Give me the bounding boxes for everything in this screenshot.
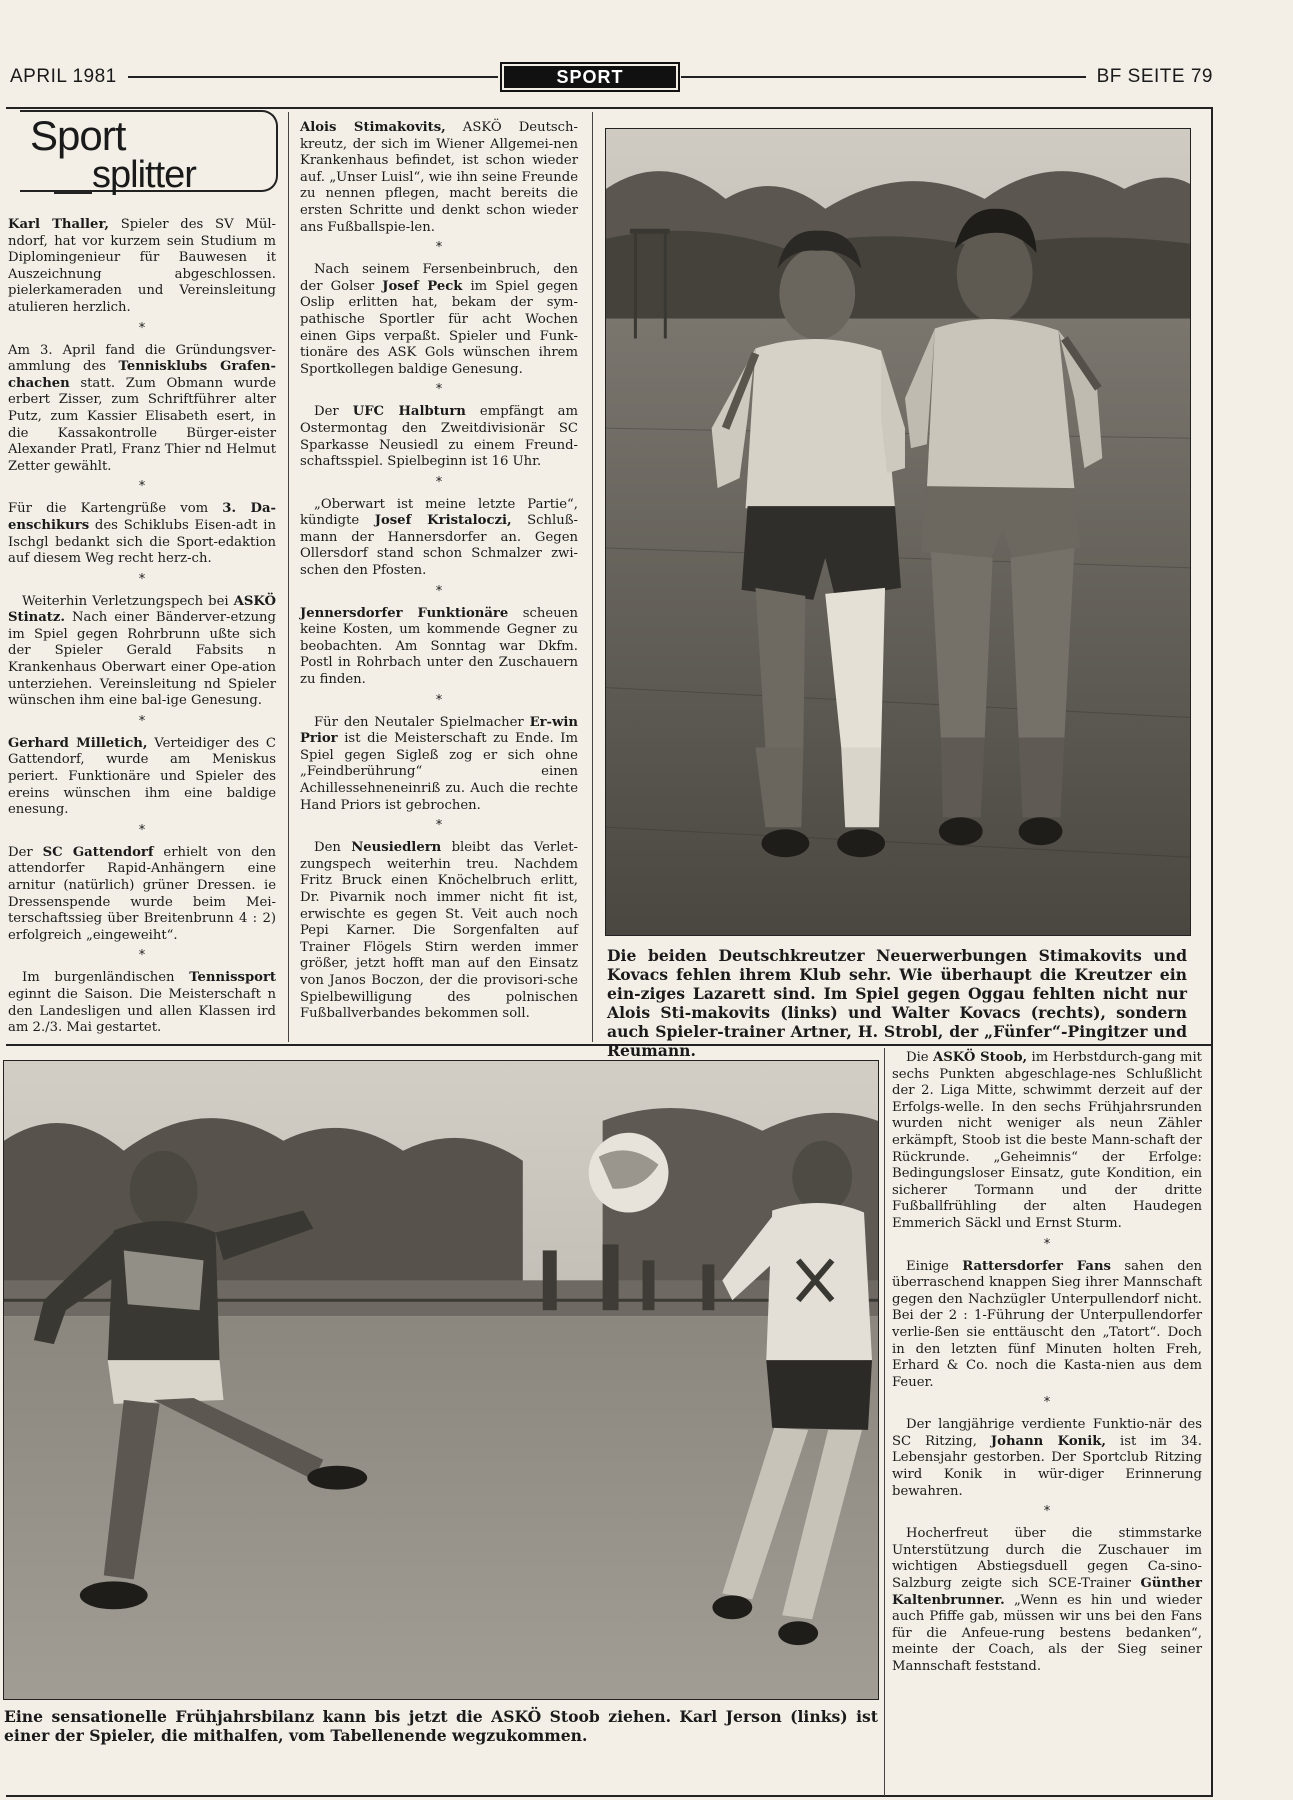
bold-name: 3. Da-enschikurs	[8, 501, 277, 533]
paragraph-text: im Herbstdurch-gang mit sechs Punkten abgeschlage-nes Schlußlicht der 2. Liga Mitte, schwimmt derzeit auf der Erfolgs-welle. In den sechs Frühjahrsrunden wurden nicht weniger als neun Zähler erkämpft, Stoob ist die beste Mann-schaft der Rückrunde. „Geheimnis“ der Erfolge: Bedingungsloser Einsatz, gute Kondition, ein sicherer Tormann und der dritte Fußballfrühling der alten Haudegen Emmerich Säckl und Ernst Sturm.	[892, 1050, 1202, 1231]
paragraph-text: Einige	[906, 1258, 963, 1274]
logo-underline	[54, 192, 92, 194]
issue-date: APRIL 1981	[10, 66, 117, 87]
photo-two-players-caption: Die beiden Deutschkreutzer Neuerwerbungen Stimakovits und Kovacs fehlen ihrem Klub sehr. Wie überhaupt die Kreutzer ein ein-ziges Lazarett sind. Im Spiel gegen Oggau fehlten nicht nur Alois Sti-makovits (links) und Walter Kovacs (rechts), sondern auch Spieler-trainer Artner, H. Strobl, der „Fünfer“-Pingitzer und Reumann.	[607, 946, 1187, 1060]
paragraph-text: Weiterhin Verletzungspech bei	[22, 593, 234, 609]
paragraph-text: Für die Kartengrüße vom	[8, 501, 223, 517]
separator-star: *	[1043, 1395, 1051, 1411]
bold-name: Tennisklubs Grafen-chachen	[8, 359, 276, 391]
photo-two-players-image	[606, 129, 1190, 935]
bold-name: ASKÖ Stinatz.	[8, 593, 276, 626]
article-paragraph	[300, 497, 578, 580]
column-divider-3	[884, 1048, 885, 1796]
article-paragraph	[892, 1259, 1202, 1392]
separator-star: *	[138, 713, 146, 729]
bold-name: Er-win Prior	[300, 714, 578, 747]
separator-star: *	[435, 692, 443, 708]
paragraph-text: Nach seinem Fersenbeinbruch, den der Golser	[300, 262, 578, 294]
separator-star: *	[1043, 1236, 1051, 1252]
paragraph-text: „Oberwart ist meine letzte Partie“, kündigte	[300, 496, 578, 529]
paragraph-text: scheuen keine Kosten, um kommende Gegner zu beobachten. Am Sonntag war Dkfm. Postl in Rohrbach unter den Zuschauern zu finden.	[300, 605, 579, 688]
article-paragraph	[300, 840, 578, 1023]
separator-star: *	[435, 240, 443, 256]
article-paragraph	[8, 501, 276, 567]
separator-star: *	[435, 818, 443, 834]
article-paragraph	[300, 404, 578, 470]
article-paragraph	[8, 970, 276, 1036]
article-paragraph	[8, 594, 276, 710]
separator-star: *	[435, 474, 443, 490]
bold-name: Karl Thaller,	[8, 217, 110, 232]
bold-name: ASKÖ Stoob,	[932, 1050, 1028, 1065]
paragraph-text: Die	[906, 1050, 933, 1065]
separator-star: *	[1043, 1504, 1051, 1520]
sport-splitter-logo	[8, 110, 270, 198]
paragraph-text: im Spiel gegen Oslip erlitten hat, bekam der sym-pathische Sportler für acht Wochen einen Gips verpaßt. Spieler und Funk-tionäre des ASK Gols wünschen ihrem Sportkollegen baldige Genesung.	[300, 278, 578, 377]
photo-two-players	[605, 128, 1191, 936]
paragraph-text: ist im 34. Lebensjahr gestorben. Der Sportclub Ritzing wird Konik in wür-diger Erinnerung bewahren.	[892, 1433, 1203, 1499]
bold-name: Neusiedlern	[351, 840, 442, 856]
logo-word-sport: Sport	[30, 112, 126, 159]
bold-name: Alois Stimakovits,	[300, 120, 446, 135]
paragraph-text: „Wenn es hin und wieder auch Pfiffe gab, müssen wir uns bei den Fans für die Anfeue-rung bestens bedanken“, meinte der Coach, als der Sieg seiner Mannschaft feststand.	[892, 1592, 1202, 1674]
page-number: BF SEITE 79	[1096, 66, 1213, 87]
bold-name: Josef Peck	[382, 278, 463, 294]
section-label-text: SPORT	[504, 66, 676, 88]
bold-name: Gerhard Milletich,	[8, 735, 148, 751]
article-paragraph	[8, 845, 276, 945]
article-paragraph	[300, 120, 578, 236]
separator-star: *	[138, 822, 146, 838]
separator-star: *	[138, 571, 146, 587]
paragraph-text: statt. Zum Obmann wurde erbert Zisser, zum Schriftführer alter Putz, zum Kassier Elisabeth esert, in die Kassakontrolle Bürger-eister Alexander Pratl, Franz Thier nd Helmut Zetter gewählt.	[8, 375, 276, 474]
section-label	[500, 62, 680, 92]
article-paragraph	[300, 715, 578, 815]
paragraph-text: empfängt am Ostermontag den Zweitdivisionär SC Sparkasse Neusiedl zu einem Freund-schaftsspiel. Spielbeginn ist 16 Uhr.	[300, 404, 579, 470]
paragraph-text: Für den Neutaler Spielmacher	[314, 714, 530, 730]
paragraph-text: Hocherfreut über die stimmstarke Unterstützung durch die Zuschauer im wichtigen Abstiegsduell gegen Ca-sino-Salzburg zeigte sich SCE-Trainer	[892, 1526, 1202, 1592]
article-paragraph	[892, 1526, 1202, 1675]
column-1	[8, 217, 276, 1039]
paragraph-text: sahen den überraschend knappen Sieg ihrer Mannschaft gegen den Nachzügler Unterpullendorf nicht. Bei der 2 : 1-Führung der Unterpullendorfer verlie-ßen sie enttäuscht den „Tatort“. Doch in den letzten fünf Minuten holten Freh, Erhard & Co. noch die Kasta-nien aus dem Feuer.	[892, 1258, 1202, 1390]
separator-star: *	[138, 479, 146, 495]
logo-word-splitter: splitter	[92, 154, 196, 196]
paragraph-text: Den	[314, 840, 352, 856]
header-rule-left	[128, 76, 498, 78]
column-3	[892, 1050, 1202, 1678]
article-paragraph	[300, 262, 578, 378]
paragraph-text: erhielt von den attendorfer Rapid-Anhängern eine arnitur (natürlich) grüner Dressen. ie Dressenspende wurde beim Mei-terschaftssieg über Breitenbrunn 4 : 2) erfolgreich „eingeweiht“.	[8, 844, 277, 943]
column-divider-1	[288, 112, 289, 1042]
bold-name: Tennissport	[189, 970, 276, 986]
photo-match-action-image	[4, 1061, 878, 1699]
paragraph-text: bleibt das Verlet-zungspech weiterhin treu. Nachdem Fritz Bruck einen Knöchelbruch erlitt, Dr. Pivarnik noch immer nicht fit ist, erwischte es gegen St. Veit auch noch Pepi Karner. Die Sorgenfalten auf Trainer Flögels Stirn werden immer größer, jetzt hofft man auf den Einsatz von Janos Boczon, der die provisori-sche Spielbewilligung des polnischen Fußballverbandes bekommen soll.	[300, 840, 578, 1022]
article-paragraph	[892, 1417, 1202, 1500]
page-header	[8, 62, 1213, 92]
article-paragraph	[300, 606, 578, 689]
article-paragraph	[8, 343, 276, 476]
separator-star: *	[435, 583, 443, 599]
separator-star: *	[138, 320, 146, 336]
column-divider-2	[592, 112, 593, 1042]
bold-name: Jennersdorfer Funktionäre	[300, 605, 509, 621]
paragraph-text: des Schiklubs Eisen-adt in Ischgl bedankt sich die Sport-edaktion auf diesem Weg recht herz-ch.	[8, 517, 276, 567]
article-paragraph	[8, 217, 276, 317]
paragraph-text: Schluß-mann der Hannersdorfer an. Gegen Ollersdorf stand schon Schmalzer zwi-schen den Pfosten.	[300, 513, 578, 579]
paragraph-text: Der	[8, 844, 43, 860]
paragraph-text: Im burgenländischen	[22, 970, 190, 986]
separator-star: *	[435, 382, 443, 398]
header-rule-right	[681, 76, 1086, 78]
paragraph-text: Der	[314, 404, 353, 420]
separator-star: *	[138, 948, 146, 964]
paragraph-text: ASKÖ Deutsch-kreutz, der sich im Wiener Allgemei-nen Krankenhaus befindet, ist schon wieder auf. „Unser Luisl“, wie ihn seine Freunde zu nennen pflegen, macht bereits die ersten Schritte und denkt schon wieder ans Fußballspie-len.	[300, 120, 578, 235]
bold-name: Rattersdorfer Fans	[962, 1258, 1111, 1274]
column-2	[300, 120, 578, 1025]
article-paragraph	[892, 1050, 1202, 1233]
bold-name: SC Gattendorf	[42, 844, 154, 860]
bold-name: Johann Konik,	[990, 1433, 1106, 1449]
photo-match-action	[3, 1060, 879, 1700]
paragraph-text: Der langjährige verdiente Funktio-när des SC Ritzing,	[892, 1417, 1202, 1449]
photo-match-action-caption: Eine sensationelle Frühjahrsbilanz kann bis jetzt die ASKÖ Stoob ziehen. Karl Jerson (links) ist einer der Spieler, die mithalfen, vom Tabellenende wegzukommen.	[4, 1707, 878, 1745]
paragraph-text: Am 3. April fand die Gründungsver-ammlung des	[8, 342, 276, 375]
paragraph-text: Verteidiger des C Gattendorf, wurde am Meniskus periert. Funktionäre und Spieler des ereins wünschen ihm eine baldige enesung.	[8, 735, 276, 818]
paragraph-text: eginnt die Saison. Die Meisterschaft n den Landesligen und allen Klassen ird am 2./3. Mai gestartet.	[8, 986, 276, 1036]
article-paragraph	[8, 736, 276, 819]
bold-name: Josef Kristaloczi,	[374, 513, 512, 529]
bold-name: UFC Halbturn	[352, 404, 466, 420]
paragraph-text: Spieler des SV Mül-ndorf, hat vor kurzem sein Studium m Diplomingenieur für Bauwesen it Auszeichnung abgeschlossen. pielerkameraden und Vereinsleitung atulieren herzlich.	[8, 217, 276, 315]
paragraph-text: ist die Meisterschaft zu Ende. Im Spiel gegen Sigleß zog er sich ohne „Feindberührung“ einen Achillessehneneinriß zu. Auch die rechte Hand Priors ist gebrochen.	[300, 731, 578, 813]
paragraph-text: Nach einer Bänderver-etzung im Spiel gegen Rohrbrunn ußte sich der Spieler Gerald Fabsits n Krankenhaus Oberwart einer Ope-ation unterziehen. Vereinsleitung nd Spieler wünschen ihm eine bal-ige Genesung.	[8, 610, 276, 709]
bold-name: Günther Kaltenbrunner.	[892, 1576, 1202, 1608]
